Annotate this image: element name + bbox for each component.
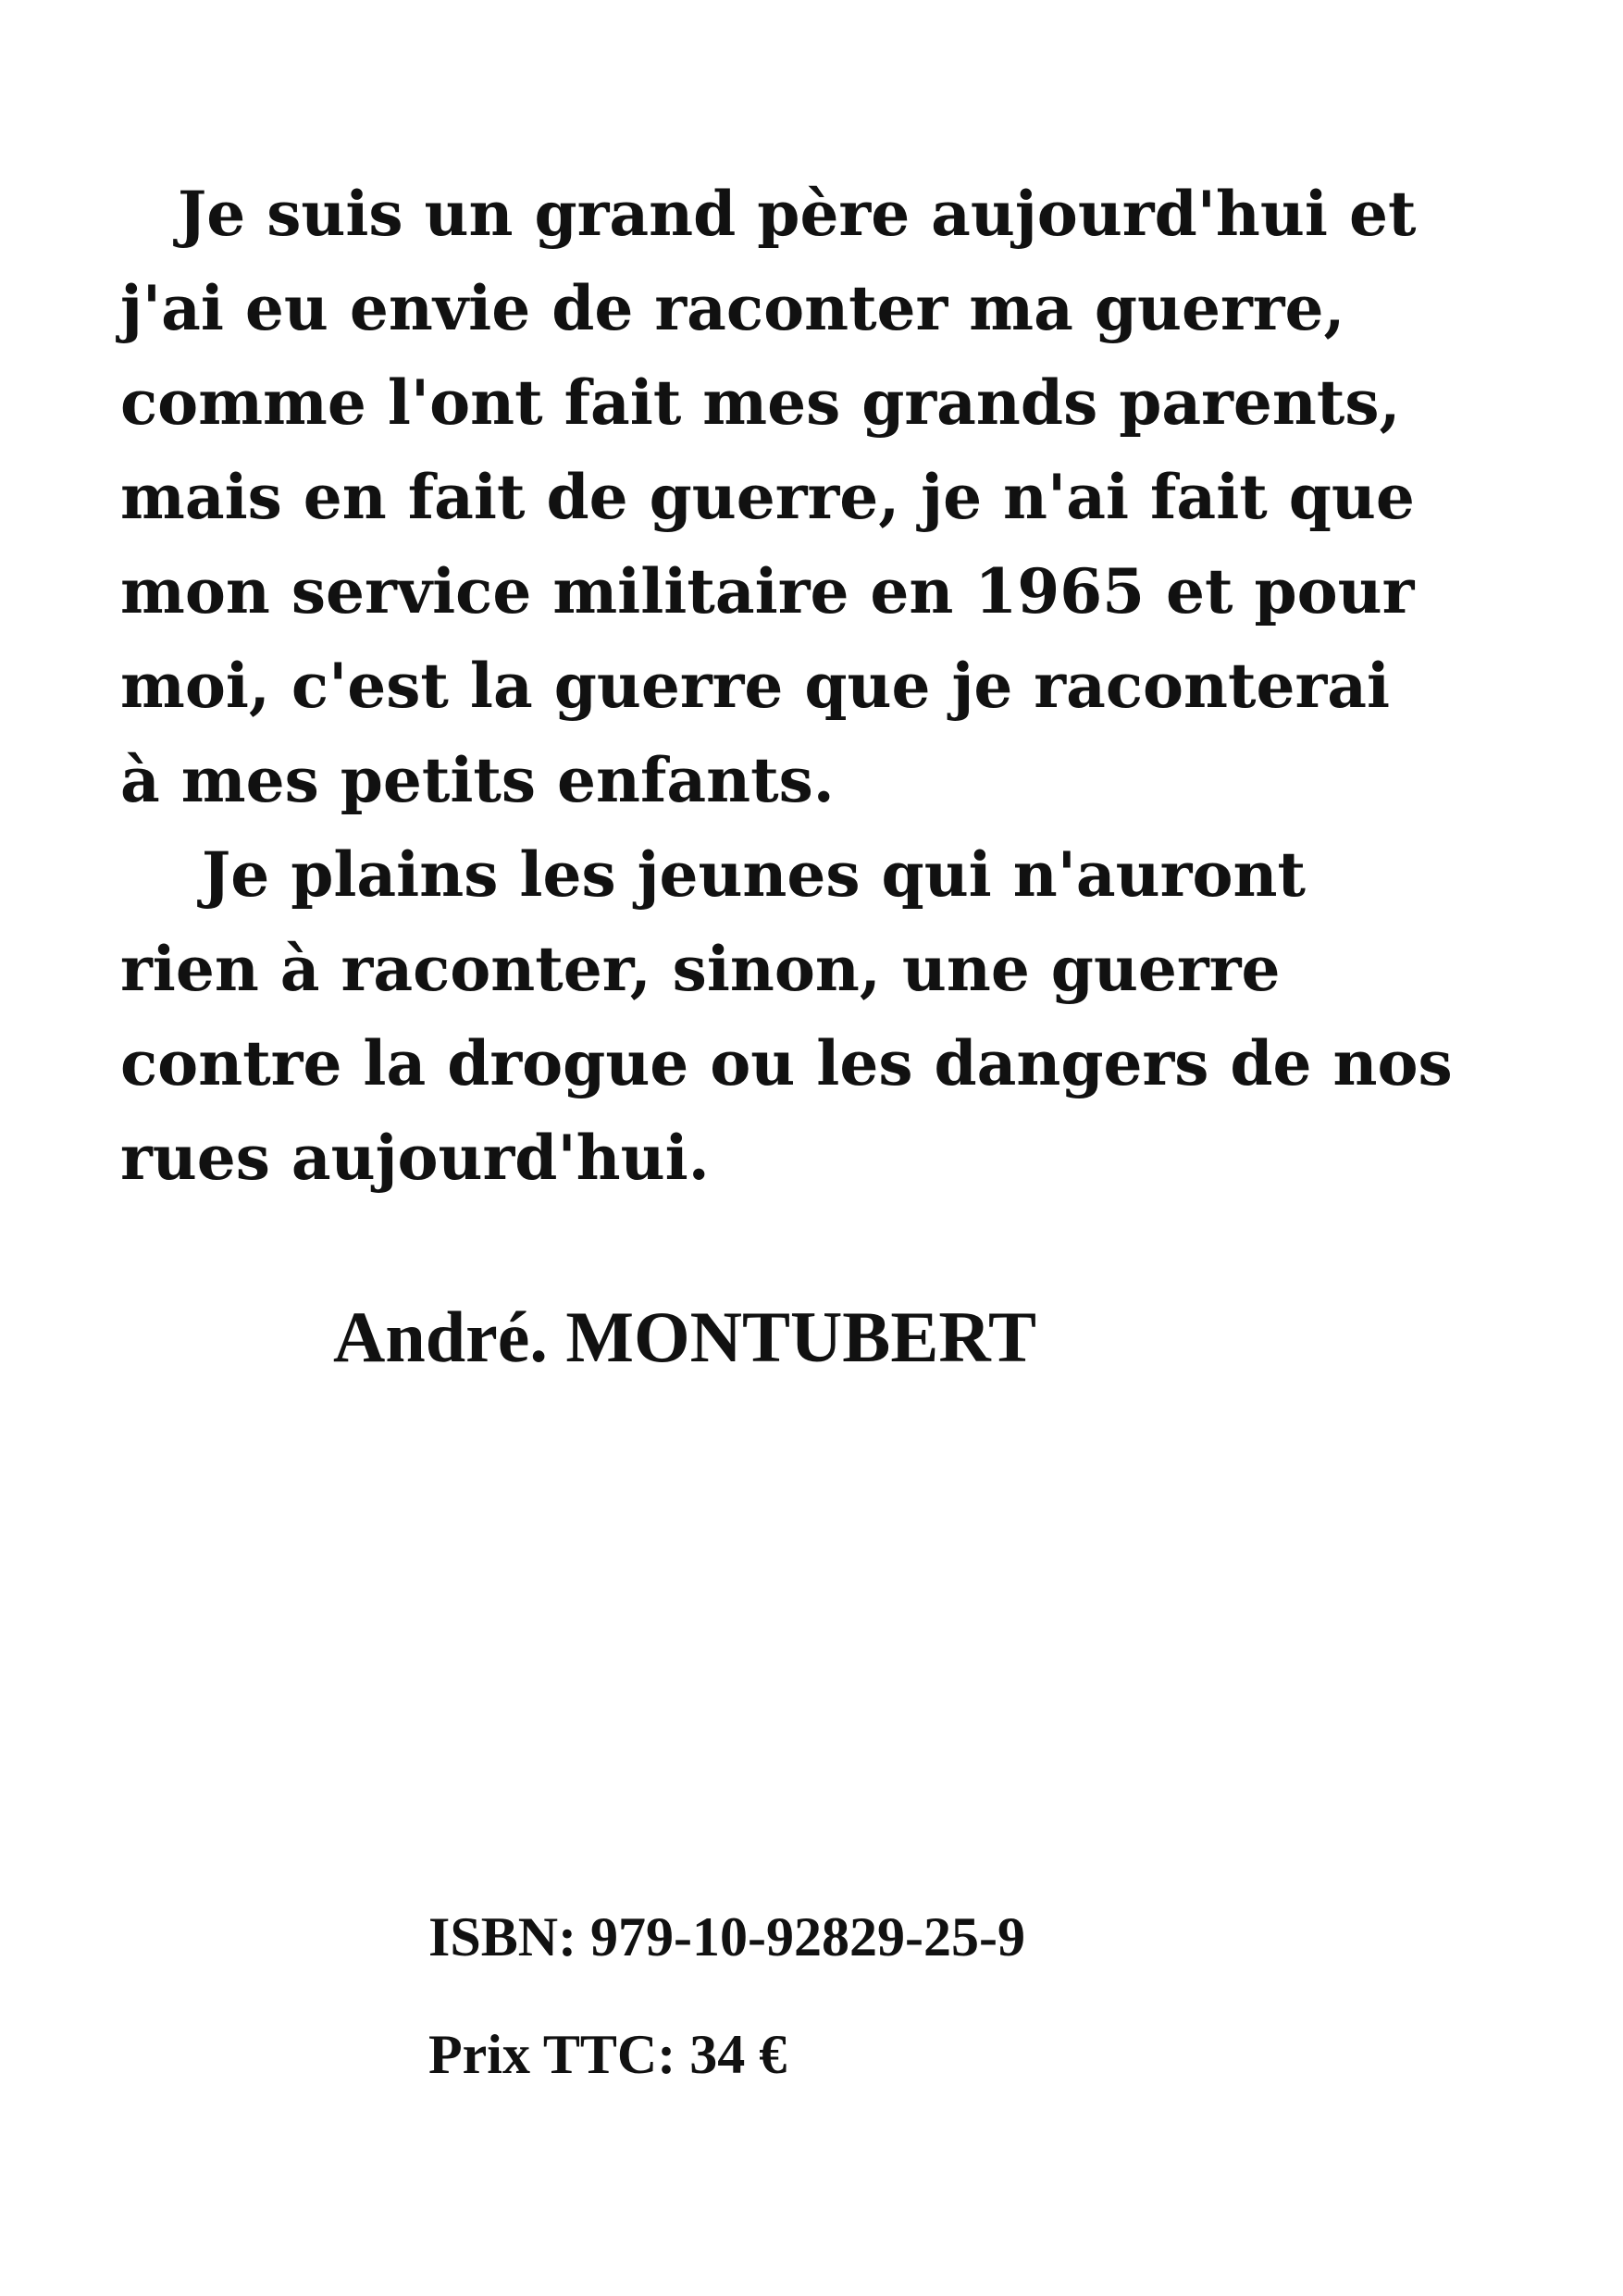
paragraph-2-line: rues aujourd'hui. [120, 1122, 710, 1194]
paragraph-1-line: Je suis un grand père aujourd'hui et [178, 178, 1417, 250]
paragraph-1-line: moi, c'est la guerre que je raconterai [120, 650, 1391, 722]
price-label: Prix TTC: 34 € [428, 2024, 787, 2085]
paragraph-1-line: comme l'ont fait mes grands parents, [120, 366, 1401, 439]
paragraph-1-line: à mes petits enfants. [120, 744, 835, 816]
paragraph-1-line: mon service militaire en 1965 et pour [120, 555, 1415, 627]
paragraph-2-line: Je plains les jeunes qui n'auront [202, 838, 1306, 911]
paragraph-2-line: rien à raconter, sinon, une guerre [120, 933, 1281, 1005]
back-cover-text [120, 167, 1564, 1205]
isbn-label: ISBN: 979-10-92829-25-9 [428, 1906, 1025, 1967]
paragraph-2-line: contre la drogue ou les dangers de nos [120, 1027, 1453, 1099]
paragraph-1-line: j'ai eu envie de raconter ma guerre, [120, 272, 1345, 344]
paragraph-1-line: mais en fait de guerre, je n'ai fait que [120, 461, 1415, 533]
author-name: André. MONTUBERT [333, 1297, 1036, 1377]
